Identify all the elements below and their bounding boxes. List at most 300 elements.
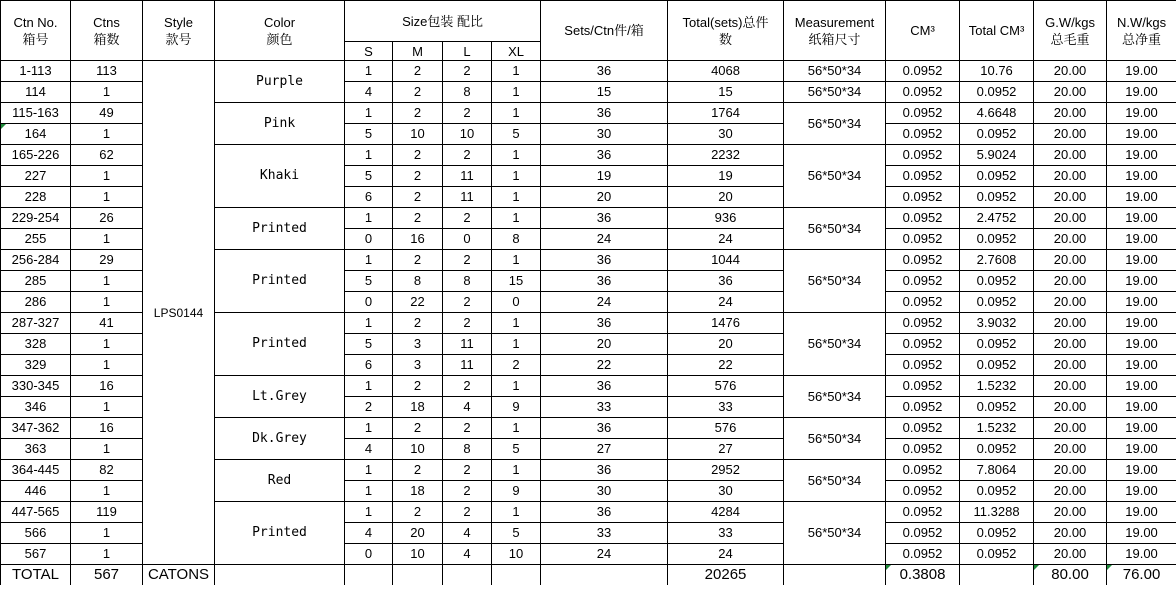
ctns-cell: 62 bbox=[71, 145, 143, 166]
cm3-cell: 0.0952 bbox=[886, 418, 960, 439]
size-l-cell: 2 bbox=[443, 481, 492, 502]
total-sets-cell: 1764 bbox=[668, 103, 784, 124]
gross-weight-cell: 20.00 bbox=[1034, 439, 1107, 460]
color-cell: Dk.Grey bbox=[215, 418, 345, 460]
total-sets-cell: 30 bbox=[668, 481, 784, 502]
size-m-cell: 22 bbox=[393, 292, 443, 313]
cm3-cell: 0.0952 bbox=[886, 250, 960, 271]
size-l-cell: 2 bbox=[443, 376, 492, 397]
ctn-no-cell: 446 bbox=[1, 481, 71, 502]
gross-weight-cell: 20.00 bbox=[1034, 208, 1107, 229]
total-sets-cell: 1476 bbox=[668, 313, 784, 334]
header-row bbox=[1, 1, 1176, 42]
cm3-cell: 0.0952 bbox=[886, 439, 960, 460]
header-ctn-no: Ctn No. 箱号 bbox=[1, 1, 71, 61]
net-weight-cell: 19.00 bbox=[1107, 271, 1176, 292]
color-cell: Red bbox=[215, 460, 345, 502]
total-empty-cell bbox=[541, 565, 668, 586]
gross-weight-cell: 20.00 bbox=[1034, 82, 1107, 103]
size-m-cell: 2 bbox=[393, 250, 443, 271]
gross-weight-cell: 20.00 bbox=[1034, 292, 1107, 313]
ctn-no-cell: 347-362 bbox=[1, 418, 71, 439]
size-s-cell: 4 bbox=[345, 82, 393, 103]
sets-per-ctn-cell: 24 bbox=[541, 229, 668, 250]
net-weight-cell: 19.00 bbox=[1107, 103, 1176, 124]
net-weight-cell: 19.00 bbox=[1107, 145, 1176, 166]
net-weight-cell: 19.00 bbox=[1107, 124, 1176, 145]
size-xl-cell: 10 bbox=[492, 544, 541, 565]
measurement-cell: 56*50*34 bbox=[784, 145, 886, 208]
total-empty-cell bbox=[960, 565, 1034, 586]
size-s-cell: 0 bbox=[345, 229, 393, 250]
size-m-cell: 8 bbox=[393, 271, 443, 292]
net-weight-cell: 19.00 bbox=[1107, 355, 1176, 376]
ctns-cell: 41 bbox=[71, 313, 143, 334]
total-sets-cell: 19 bbox=[668, 166, 784, 187]
color-cell: Printed bbox=[215, 208, 345, 250]
size-s-cell: 1 bbox=[345, 313, 393, 334]
cm3-cell: 0.0952 bbox=[886, 334, 960, 355]
total-cm3-cell: 0.0952 bbox=[960, 523, 1034, 544]
sets-per-ctn-cell: 24 bbox=[541, 544, 668, 565]
size-xl-cell: 0 bbox=[492, 292, 541, 313]
size-xl-cell: 5 bbox=[492, 523, 541, 544]
gross-weight-cell: 20.00 bbox=[1034, 397, 1107, 418]
header-total-cm3: Total CM³ bbox=[960, 1, 1034, 61]
sets-per-ctn-cell: 36 bbox=[541, 61, 668, 82]
ctn-no-cell: 114 bbox=[1, 82, 71, 103]
ctn-no-cell: 330-345 bbox=[1, 376, 71, 397]
total-sets-cell: 2952 bbox=[668, 460, 784, 481]
net-weight-cell: 19.00 bbox=[1107, 313, 1176, 334]
ctns-cell: 1 bbox=[71, 187, 143, 208]
size-xl-cell: 5 bbox=[492, 124, 541, 145]
measurement-cell: 56*50*34 bbox=[784, 82, 886, 103]
total-sets-cell: 2232 bbox=[668, 145, 784, 166]
size-xl-cell: 1 bbox=[492, 208, 541, 229]
cm3-cell: 0.0952 bbox=[886, 481, 960, 502]
measurement-cell: 56*50*34 bbox=[784, 502, 886, 565]
gross-weight-cell: 20.00 bbox=[1034, 145, 1107, 166]
total-cm3-cell: 10.76 bbox=[960, 61, 1034, 82]
measurement-cell: 56*50*34 bbox=[784, 103, 886, 145]
sets-per-ctn-cell: 30 bbox=[541, 124, 668, 145]
total-sets-cell: 24 bbox=[668, 229, 784, 250]
header-size-l: L bbox=[443, 42, 492, 61]
header-style: Style 款号 bbox=[143, 1, 215, 61]
total-cm3-cell: 11.3288 bbox=[960, 502, 1034, 523]
sets-per-ctn-cell: 33 bbox=[541, 523, 668, 544]
size-xl-cell: 9 bbox=[492, 397, 541, 418]
total-empty-cell bbox=[345, 565, 393, 586]
total-cm3-cell: 0.0952 bbox=[960, 187, 1034, 208]
size-xl-cell: 1 bbox=[492, 103, 541, 124]
header-ctns: Ctns 箱数 bbox=[71, 1, 143, 61]
ctns-cell: 1 bbox=[71, 397, 143, 418]
ctns-cell: 1 bbox=[71, 271, 143, 292]
size-xl-cell: 1 bbox=[492, 313, 541, 334]
net-weight-cell: 19.00 bbox=[1107, 481, 1176, 502]
net-weight-cell: 19.00 bbox=[1107, 502, 1176, 523]
header-size-s: S bbox=[345, 42, 393, 61]
size-xl-cell: 8 bbox=[492, 229, 541, 250]
gross-weight-cell: 20.00 bbox=[1034, 250, 1107, 271]
ctns-cell: 1 bbox=[71, 523, 143, 544]
ctns-cell: 16 bbox=[71, 418, 143, 439]
ctns-cell: 26 bbox=[71, 208, 143, 229]
header-sets-per-ctn: Sets/Ctn件/箱 bbox=[541, 1, 668, 61]
total-sets-cell: 1044 bbox=[668, 250, 784, 271]
measurement-cell: 56*50*34 bbox=[784, 376, 886, 418]
total-cm3-cell: 7.8064 bbox=[960, 460, 1034, 481]
net-weight-cell: 19.00 bbox=[1107, 61, 1176, 82]
color-cell: Purple bbox=[215, 61, 345, 103]
ctns-cell: 82 bbox=[71, 460, 143, 481]
size-l-cell: 2 bbox=[443, 208, 492, 229]
size-s-cell: 1 bbox=[345, 460, 393, 481]
size-l-cell: 4 bbox=[443, 397, 492, 418]
size-l-cell: 2 bbox=[443, 292, 492, 313]
size-l-cell: 2 bbox=[443, 313, 492, 334]
gross-weight-cell: 20.00 bbox=[1034, 376, 1107, 397]
cm3-cell: 0.0952 bbox=[886, 502, 960, 523]
total-empty-cell bbox=[215, 565, 345, 586]
size-l-cell: 2 bbox=[443, 460, 492, 481]
sets-per-ctn-cell: 36 bbox=[541, 460, 668, 481]
sets-per-ctn-cell: 36 bbox=[541, 376, 668, 397]
total-sets-cell: 576 bbox=[668, 418, 784, 439]
net-weight-cell: 19.00 bbox=[1107, 187, 1176, 208]
total-cm3-cell: 0.0952 bbox=[960, 439, 1034, 460]
ctns-cell: 1 bbox=[71, 82, 143, 103]
ctn-no-cell: 164 bbox=[1, 124, 71, 145]
size-s-cell: 4 bbox=[345, 439, 393, 460]
ctn-no-cell: 447-565 bbox=[1, 502, 71, 523]
sets-per-ctn-cell: 36 bbox=[541, 313, 668, 334]
ctns-cell: 1 bbox=[71, 229, 143, 250]
color-cell: Printed bbox=[215, 313, 345, 376]
sets-per-ctn-cell: 36 bbox=[541, 208, 668, 229]
ctns-cell: 1 bbox=[71, 124, 143, 145]
header-color: Color 颜色 bbox=[215, 1, 345, 61]
ctns-cell: 49 bbox=[71, 103, 143, 124]
gross-weight-cell: 20.00 bbox=[1034, 166, 1107, 187]
total-cm3-cell: 2.4752 bbox=[960, 208, 1034, 229]
size-s-cell: 0 bbox=[345, 292, 393, 313]
size-s-cell: 1 bbox=[345, 418, 393, 439]
net-weight-cell: 19.00 bbox=[1107, 523, 1176, 544]
size-l-cell: 11 bbox=[443, 334, 492, 355]
cm3-cell: 0.0952 bbox=[886, 208, 960, 229]
cm3-cell: 0.0952 bbox=[886, 103, 960, 124]
size-s-cell: 0 bbox=[345, 544, 393, 565]
net-weight-cell: 19.00 bbox=[1107, 250, 1176, 271]
gross-weight-cell: 20.00 bbox=[1034, 355, 1107, 376]
gross-weight-cell: 20.00 bbox=[1034, 103, 1107, 124]
total-cm3-cell: 0.0952 bbox=[960, 334, 1034, 355]
total-cm3-cell: 2.7608 bbox=[960, 250, 1034, 271]
total-sets-cell: 22 bbox=[668, 355, 784, 376]
total-cm3-cell: 1.5232 bbox=[960, 418, 1034, 439]
gross-weight-cell: 20.00 bbox=[1034, 481, 1107, 502]
size-l-cell: 2 bbox=[443, 61, 492, 82]
net-weight-cell: 19.00 bbox=[1107, 334, 1176, 355]
size-l-cell: 2 bbox=[443, 502, 492, 523]
cm3-cell: 0.0952 bbox=[886, 292, 960, 313]
total-cm3-cell: 0.0952 bbox=[960, 82, 1034, 103]
ctns-cell: 29 bbox=[71, 250, 143, 271]
total-cm3-cell: 0.0952 bbox=[960, 229, 1034, 250]
total-sets-cell: 936 bbox=[668, 208, 784, 229]
size-s-cell: 2 bbox=[345, 397, 393, 418]
cm3-cell: 0.0952 bbox=[886, 544, 960, 565]
total-sets-cell: 20 bbox=[668, 187, 784, 208]
color-cell: Printed bbox=[215, 250, 345, 313]
size-xl-cell: 1 bbox=[492, 250, 541, 271]
cm3-cell: 0.0952 bbox=[886, 460, 960, 481]
total-empty-cell bbox=[393, 565, 443, 586]
total-cm3-cell: 5.9024 bbox=[960, 145, 1034, 166]
sets-per-ctn-cell: 15 bbox=[541, 82, 668, 103]
sets-per-ctn-cell: 36 bbox=[541, 502, 668, 523]
size-xl-cell: 1 bbox=[492, 460, 541, 481]
size-l-cell: 11 bbox=[443, 187, 492, 208]
total-cm3: 0.3808 bbox=[886, 565, 960, 586]
total-cm3-cell: 0.0952 bbox=[960, 271, 1034, 292]
total-cm3-cell: 0.0952 bbox=[960, 397, 1034, 418]
net-weight-cell: 19.00 bbox=[1107, 229, 1176, 250]
cm3-cell: 0.0952 bbox=[886, 82, 960, 103]
ctns-cell: 1 bbox=[71, 481, 143, 502]
size-m-cell: 20 bbox=[393, 523, 443, 544]
total-cm3-cell: 3.9032 bbox=[960, 313, 1034, 334]
size-l-cell: 11 bbox=[443, 355, 492, 376]
ctns-cell: 1 bbox=[71, 166, 143, 187]
ctn-no-cell: 363 bbox=[1, 439, 71, 460]
size-l-cell: 8 bbox=[443, 439, 492, 460]
size-m-cell: 10 bbox=[393, 439, 443, 460]
ctns-cell: 1 bbox=[71, 544, 143, 565]
size-m-cell: 2 bbox=[393, 502, 443, 523]
size-m-cell: 2 bbox=[393, 145, 443, 166]
total-label: TOTAL bbox=[1, 565, 71, 586]
ctn-no-cell: 566 bbox=[1, 523, 71, 544]
sets-per-ctn-cell: 20 bbox=[541, 187, 668, 208]
gross-weight-cell: 20.00 bbox=[1034, 544, 1107, 565]
size-m-cell: 18 bbox=[393, 481, 443, 502]
ctn-no-cell: 165-226 bbox=[1, 145, 71, 166]
size-m-cell: 2 bbox=[393, 313, 443, 334]
size-xl-cell: 1 bbox=[492, 166, 541, 187]
size-m-cell: 3 bbox=[393, 355, 443, 376]
sets-per-ctn-cell: 36 bbox=[541, 103, 668, 124]
net-weight-cell: 19.00 bbox=[1107, 82, 1176, 103]
size-s-cell: 1 bbox=[345, 250, 393, 271]
total-sets-cell: 27 bbox=[668, 439, 784, 460]
cm3-cell: 0.0952 bbox=[886, 229, 960, 250]
size-s-cell: 1 bbox=[345, 208, 393, 229]
sets-per-ctn-cell: 33 bbox=[541, 397, 668, 418]
total-cm3-cell: 1.5232 bbox=[960, 376, 1034, 397]
size-l-cell: 2 bbox=[443, 145, 492, 166]
size-xl-cell: 2 bbox=[492, 355, 541, 376]
net-weight-cell: 19.00 bbox=[1107, 418, 1176, 439]
size-xl-cell: 1 bbox=[492, 61, 541, 82]
sets-per-ctn-cell: 20 bbox=[541, 334, 668, 355]
total-empty-cell bbox=[784, 565, 886, 586]
size-s-cell: 5 bbox=[345, 334, 393, 355]
style-cell: LPS0144 bbox=[143, 61, 215, 565]
gross-weight-cell: 20.00 bbox=[1034, 502, 1107, 523]
ctn-no-cell: 286 bbox=[1, 292, 71, 313]
total-row bbox=[1, 565, 1176, 586]
header-cm3: CM³ bbox=[886, 1, 960, 61]
cm3-cell: 0.0952 bbox=[886, 166, 960, 187]
ctns-cell: 1 bbox=[71, 355, 143, 376]
color-cell: Khaki bbox=[215, 145, 345, 208]
size-m-cell: 3 bbox=[393, 334, 443, 355]
cm3-cell: 0.0952 bbox=[886, 124, 960, 145]
size-l-cell: 4 bbox=[443, 523, 492, 544]
total-sets-cell: 33 bbox=[668, 397, 784, 418]
total-empty-cell bbox=[492, 565, 541, 586]
size-l-cell: 8 bbox=[443, 271, 492, 292]
total-sets-cell: 30 bbox=[668, 124, 784, 145]
cm3-cell: 0.0952 bbox=[886, 376, 960, 397]
size-xl-cell: 1 bbox=[492, 418, 541, 439]
ctns-cell: 119 bbox=[71, 502, 143, 523]
sets-per-ctn-cell: 36 bbox=[541, 145, 668, 166]
measurement-cell: 56*50*34 bbox=[784, 418, 886, 460]
size-m-cell: 10 bbox=[393, 544, 443, 565]
cm3-cell: 0.0952 bbox=[886, 61, 960, 82]
net-weight-cell: 19.00 bbox=[1107, 292, 1176, 313]
size-l-cell: 2 bbox=[443, 418, 492, 439]
size-l-cell: 0 bbox=[443, 229, 492, 250]
sets-per-ctn-cell: 24 bbox=[541, 292, 668, 313]
size-m-cell: 2 bbox=[393, 187, 443, 208]
size-l-cell: 11 bbox=[443, 166, 492, 187]
size-l-cell: 4 bbox=[443, 544, 492, 565]
size-s-cell: 1 bbox=[345, 103, 393, 124]
ctns-cell: 16 bbox=[71, 376, 143, 397]
sets-per-ctn-cell: 36 bbox=[541, 250, 668, 271]
size-m-cell: 2 bbox=[393, 61, 443, 82]
total-cm3-cell: 0.0952 bbox=[960, 544, 1034, 565]
net-weight-cell: 19.00 bbox=[1107, 376, 1176, 397]
sets-per-ctn-cell: 19 bbox=[541, 166, 668, 187]
total-cm3-cell: 0.0952 bbox=[960, 355, 1034, 376]
ctn-no-cell: 364-445 bbox=[1, 460, 71, 481]
net-weight-cell: 19.00 bbox=[1107, 460, 1176, 481]
ctn-no-cell: 567 bbox=[1, 544, 71, 565]
net-weight-cell: 19.00 bbox=[1107, 544, 1176, 565]
size-xl-cell: 15 bbox=[492, 271, 541, 292]
size-l-cell: 10 bbox=[443, 124, 492, 145]
size-xl-cell: 1 bbox=[492, 376, 541, 397]
size-s-cell: 5 bbox=[345, 271, 393, 292]
ctn-no-cell: 328 bbox=[1, 334, 71, 355]
size-s-cell: 1 bbox=[345, 145, 393, 166]
sets-per-ctn-cell: 36 bbox=[541, 271, 668, 292]
ctns-cell: 1 bbox=[71, 439, 143, 460]
ctns-cell: 113 bbox=[71, 61, 143, 82]
ctns-cell: 1 bbox=[71, 292, 143, 313]
total-gross-weight: 80.00 bbox=[1034, 565, 1107, 586]
gross-weight-cell: 20.00 bbox=[1034, 460, 1107, 481]
total-sets: 20265 bbox=[668, 565, 784, 586]
ctn-no-cell: 255 bbox=[1, 229, 71, 250]
measurement-cell: 56*50*34 bbox=[784, 61, 886, 82]
measurement-cell: 56*50*34 bbox=[784, 313, 886, 376]
size-s-cell: 4 bbox=[345, 523, 393, 544]
sets-per-ctn-cell: 27 bbox=[541, 439, 668, 460]
total-sets-cell: 24 bbox=[668, 292, 784, 313]
size-m-cell: 2 bbox=[393, 103, 443, 124]
net-weight-cell: 19.00 bbox=[1107, 166, 1176, 187]
sets-per-ctn-cell: 30 bbox=[541, 481, 668, 502]
ctn-no-cell: 346 bbox=[1, 397, 71, 418]
ctn-no-cell: 229-254 bbox=[1, 208, 71, 229]
ctn-no-cell: 115-163 bbox=[1, 103, 71, 124]
ctn-no-cell: 329 bbox=[1, 355, 71, 376]
cm3-cell: 0.0952 bbox=[886, 523, 960, 544]
ctn-no-cell: 227 bbox=[1, 166, 71, 187]
total-unit: CATONS bbox=[143, 565, 215, 586]
size-xl-cell: 1 bbox=[492, 334, 541, 355]
size-xl-cell: 1 bbox=[492, 187, 541, 208]
header-size-ratio: Size包装 配比 bbox=[345, 1, 541, 42]
size-l-cell: 2 bbox=[443, 103, 492, 124]
cm3-cell: 0.0952 bbox=[886, 313, 960, 334]
total-ctns: 567 bbox=[71, 565, 143, 586]
cm3-cell: 0.0952 bbox=[886, 397, 960, 418]
header-size-xl: XL bbox=[492, 42, 541, 61]
size-m-cell: 18 bbox=[393, 397, 443, 418]
total-sets-cell: 36 bbox=[668, 271, 784, 292]
header-size-m: M bbox=[393, 42, 443, 61]
size-s-cell: 1 bbox=[345, 481, 393, 502]
total-cm3-cell: 4.6648 bbox=[960, 103, 1034, 124]
total-cm3-cell: 0.0952 bbox=[960, 481, 1034, 502]
total-sets-cell: 4284 bbox=[668, 502, 784, 523]
size-s-cell: 1 bbox=[345, 61, 393, 82]
size-xl-cell: 5 bbox=[492, 439, 541, 460]
ctn-no-cell: 287-327 bbox=[1, 313, 71, 334]
color-cell: Pink bbox=[215, 103, 345, 145]
size-m-cell: 2 bbox=[393, 376, 443, 397]
net-weight-cell: 19.00 bbox=[1107, 208, 1176, 229]
net-weight-cell: 19.00 bbox=[1107, 439, 1176, 460]
measurement-cell: 56*50*34 bbox=[784, 250, 886, 313]
size-xl-cell: 1 bbox=[492, 82, 541, 103]
ctn-no-cell: 1-113 bbox=[1, 61, 71, 82]
gross-weight-cell: 20.00 bbox=[1034, 187, 1107, 208]
total-sets-cell: 20 bbox=[668, 334, 784, 355]
gross-weight-cell: 20.00 bbox=[1034, 229, 1107, 250]
net-weight-cell: 19.00 bbox=[1107, 397, 1176, 418]
cm3-cell: 0.0952 bbox=[886, 187, 960, 208]
size-s-cell: 6 bbox=[345, 187, 393, 208]
total-sets-cell: 15 bbox=[668, 82, 784, 103]
total-cm3-cell: 0.0952 bbox=[960, 124, 1034, 145]
sets-per-ctn-cell: 22 bbox=[541, 355, 668, 376]
size-xl-cell: 9 bbox=[492, 481, 541, 502]
ctn-no-cell: 228 bbox=[1, 187, 71, 208]
size-m-cell: 2 bbox=[393, 208, 443, 229]
size-xl-cell: 1 bbox=[492, 145, 541, 166]
color-cell: Lt.Grey bbox=[215, 376, 345, 418]
